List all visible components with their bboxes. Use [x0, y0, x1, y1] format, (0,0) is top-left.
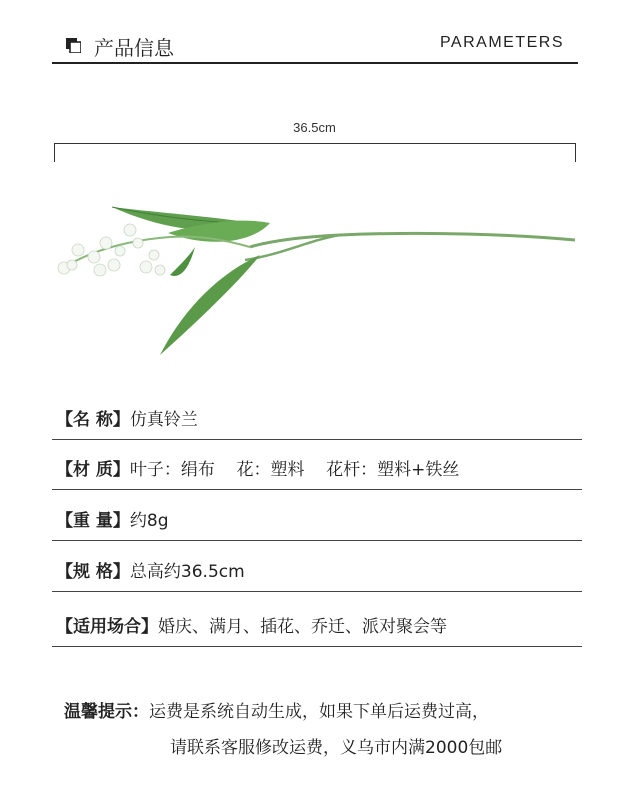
section-subtitle: PARAMETERS: [439, 34, 564, 51]
notice: [64, 697, 584, 722]
square-bullet-icon: [66, 38, 81, 53]
spec-value: 仿真铃兰: [129, 410, 198, 430]
spec-label: 【名 称】: [56, 410, 130, 430]
section-header: [52, 28, 578, 64]
notice-line1: 运费是系统自动生成，如果下单后运费过高，: [149, 702, 489, 722]
spec-value: 叶子：绢布 花：塑料 花杆：塑料+铁丝: [129, 460, 460, 480]
dimension-label: 36.5cm: [293, 120, 336, 135]
section-title: 产品信息: [94, 36, 174, 60]
spec-row-occasion: [52, 597, 582, 647]
spec-label: 【适用场合】: [56, 617, 158, 637]
spec-value: 婚庆、满月、插花、乔迁、派对聚会等: [158, 617, 447, 637]
spec-row-weight: [52, 491, 582, 541]
spec-label: 【材 质】: [56, 460, 130, 480]
spec-label: 【规 格】: [56, 562, 130, 582]
spec-row-name: [52, 390, 582, 440]
spec-value: 约8g: [129, 511, 169, 531]
spec-row-size: [52, 542, 582, 592]
notice-line2: 请联系客服修改运费，义乌市内满2000包邮: [170, 738, 503, 758]
spec-label: 【重 量】: [56, 511, 130, 531]
dimension-bracket: [54, 143, 576, 162]
notice-label: 温馨提示：: [64, 702, 149, 722]
spec-value: 总高约36.5cm: [129, 562, 245, 582]
product-image-lily-of-the-valley: [50, 195, 590, 360]
spec-row-material: [52, 440, 582, 490]
